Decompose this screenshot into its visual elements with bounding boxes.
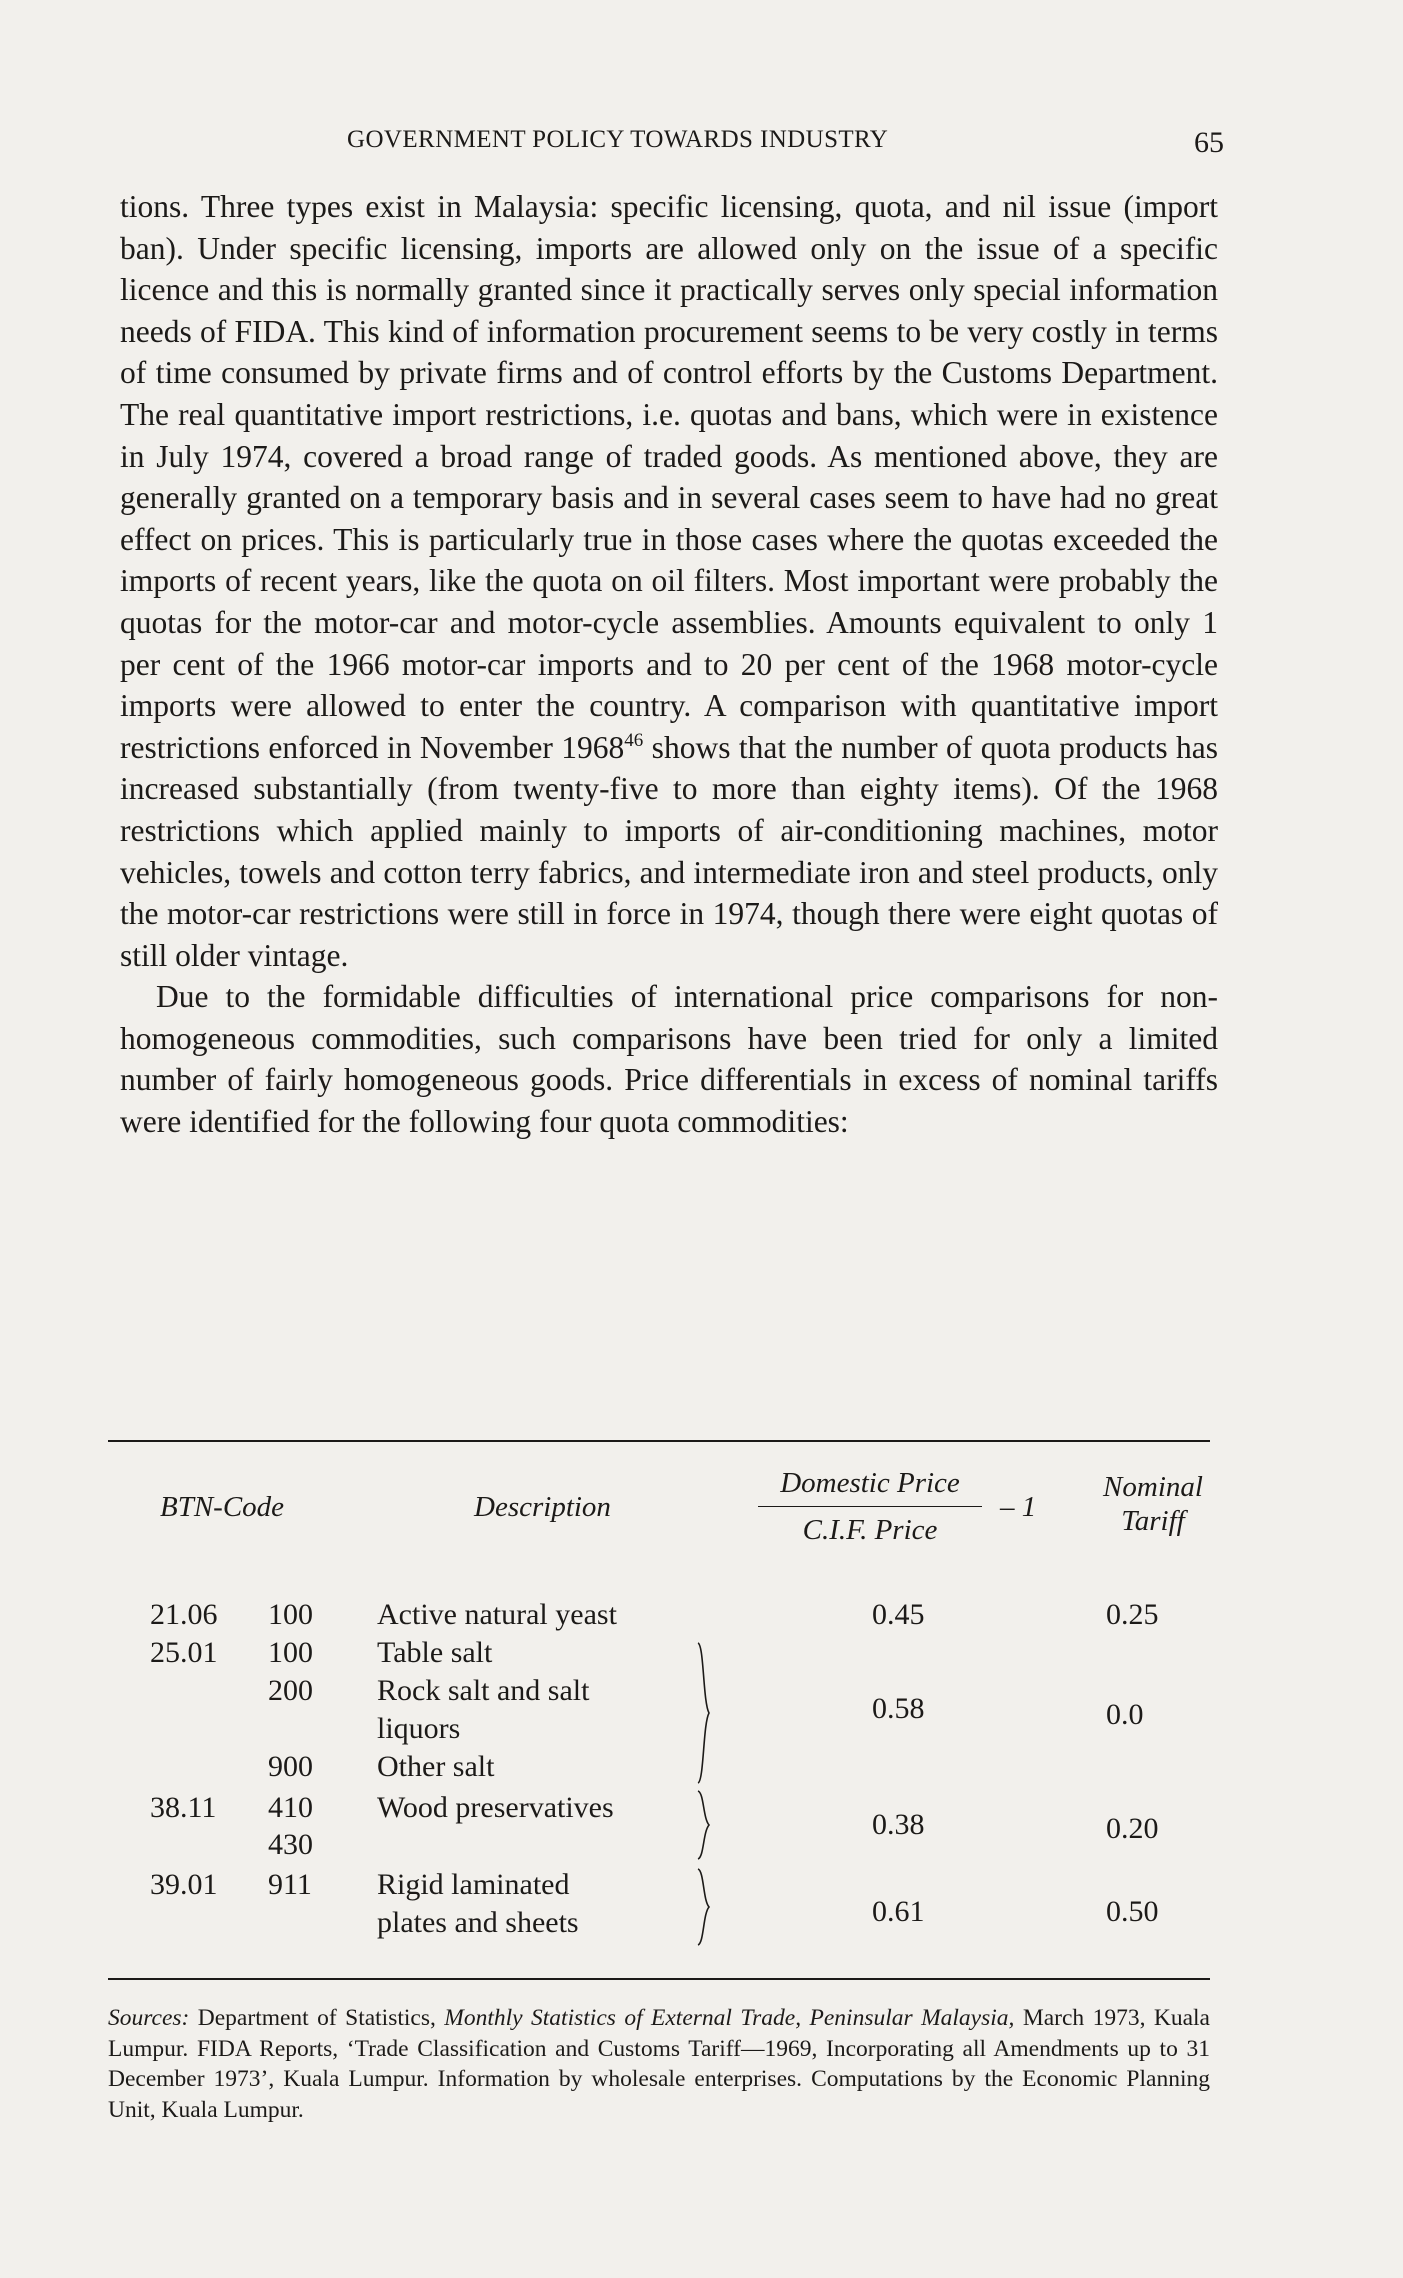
table-row-sub: 410: [268, 1791, 313, 1824]
brace-group-salt: [697, 1642, 711, 1784]
table-row-sub: 911: [268, 1868, 312, 1901]
table-row-heading: 25.01: [150, 1636, 218, 1669]
nominal-tariff-value: 0.20: [1106, 1812, 1159, 1845]
header-nominal-tariff: Nominal Tariff: [1103, 1471, 1203, 1537]
nominal-tariff-value: 0.50: [1106, 1895, 1159, 1928]
table-row-description: liquors: [377, 1712, 461, 1745]
sources-title: Monthly Statistics of External Trade, Peninsular Malaysia,: [444, 2005, 1015, 2031]
table-row-heading: 21.06: [150, 1598, 218, 1631]
ratio-numerator: Domestic Price: [780, 1467, 960, 1499]
nominal-tariff-value: 0.0: [1106, 1698, 1144, 1731]
table-row-sub: 100: [268, 1598, 313, 1631]
table-sources: Sources: Department of Statistics, Monthly Statistics of External Trade, Peninsular Malaysia, March 1973, Kuala Lumpur. FIDA Reports, ‘Trade Classification and Customs Tariff—1969, Incorporating all Amendments up to 31 December 1973’, Kuala Lumpur. Information by wholesale enterprises. Computations by the Economic Planning Unit, Kuala Lumpur.: [108, 2005, 1210, 2123]
table-row-description: Rigid laminated: [377, 1868, 570, 1901]
table-row-sub: 200: [268, 1674, 313, 1707]
footnote-reference: 46: [624, 729, 644, 751]
sources-label: Sources:: [108, 2005, 190, 2031]
table-bottom-rule: [108, 1978, 1210, 1980]
table-row-heading: 39.01: [150, 1868, 218, 1901]
fraction-bar: [758, 1506, 982, 1507]
paragraph-1: tions. Three types exist in Malaysia: specific licensing, quota, and nil issue (import ban). Under specific licensing, imports are allowed only on the issue of a specific licence and this is normally granted since it practically serves only special information needs of FIDA. This kind of information procurement seems to be very costly in terms of time consumed by private firms and of control efforts by the Customs Department. The real quantitative import restrictions, i.e. quotas and bans, which were in existence in July 1974, covered a broad range of traded goods. As mentioned above, they are generally granted on a temporary basis and in several cases seem to have had no great effect on prices. This is particularly true in those cases where the quotas exceeded the imports of recent years, like the quota on oil filters. Most important were probably the quotas for the motor-car and motor-cycle assemblies. Amounts equivalent to only 1 per cent of the 1966 motor-car imports and to 20 per cent of the 1968 motor-cycle imports were allowed to enter the country. A comparison with quantitative import restrictions enforced in November 1968$^{46}$ shows that the number of quota products has increased substantially (from twenty-five to more than eighty items). Of the 1968 restrictions which applied mainly to imports of air-conditioning machines, motor vehicles, towels and cotton terry fabrics, and intermediate iron and steel products, only the motor-car restrictions were still in force in 1974, though there were eight quotas of still older vintage.: [120, 189, 1218, 973]
price-ratio-value: 0.61: [872, 1895, 925, 1928]
header-btn-code: BTN-Code: [160, 1491, 285, 1523]
header-description: Description: [474, 1491, 611, 1523]
table-row-description: Wood preservatives: [377, 1791, 614, 1824]
running-head: [112, 122, 1224, 162]
table-row-description: Table salt: [377, 1636, 493, 1669]
table-row-description: Other salt: [377, 1750, 495, 1783]
header-price-ratio: [750, 1466, 990, 1547]
running-title: GOVERNMENT POLICY TOWARDS INDUSTRY: [347, 126, 889, 153]
price-ratio-value: 0.45: [872, 1598, 925, 1631]
brace-group-wood: [697, 1790, 711, 1860]
paragraph-2: Due to the formidable difficulties of international price comparisons for non-homogeneous commodities, such comparisons have been tried for only a limited number of fairly homogeneous goods. Price differentials in excess of nominal tariffs were identified for the following four quota commodities:: [120, 979, 1218, 1140]
price-ratio-value: 0.38: [872, 1808, 925, 1841]
ratio-minus-one: – 1: [1000, 1491, 1037, 1523]
table-row-description: Rock salt and salt: [377, 1674, 590, 1707]
table-row-sub: 100: [268, 1636, 313, 1669]
table-row-sub: 900: [268, 1750, 313, 1783]
price-ratio-value: 0.58: [872, 1692, 925, 1725]
brace-group-plates: [697, 1868, 711, 1946]
table-row-description: Active natural yeast: [377, 1598, 617, 1631]
nominal-tariff-value: 0.25: [1106, 1598, 1159, 1631]
body-text: [120, 186, 1218, 1143]
table-row-description: plates and sheets: [377, 1906, 579, 1939]
table-row-sub: 430: [268, 1828, 313, 1861]
page-number: 65: [1194, 126, 1224, 159]
table-top-rule: [108, 1440, 1210, 1442]
table-row-heading: 38.11: [150, 1791, 217, 1824]
ratio-denominator: C.I.F. Price: [802, 1514, 938, 1546]
